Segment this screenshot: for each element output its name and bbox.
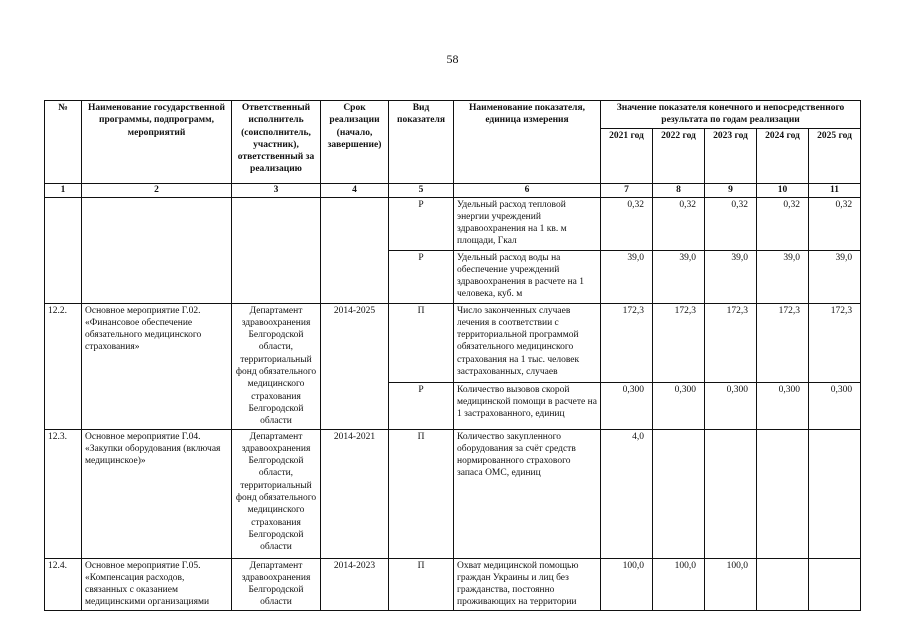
header-program: Наименование государственной программы, подпрограмм, мероприятий <box>82 101 232 184</box>
cell-value <box>809 558 861 610</box>
cell-value: 0,300 <box>601 382 653 429</box>
column-number: 3 <box>232 183 321 197</box>
cell-value: 39,0 <box>757 250 809 303</box>
cell-value: 0,32 <box>601 197 653 250</box>
cell-term: 2014-2021 <box>321 429 389 558</box>
cell-value <box>757 558 809 610</box>
cell-value: 172,3 <box>653 303 705 382</box>
column-number: 5 <box>389 183 454 197</box>
cell-indicator-name: Количество закупленного оборудования за счёт средств нормированного страхового запаса ОМС, единиц <box>454 429 601 558</box>
cell-indicator-name: Число законченных случаев лечения в соответствии с территориальной программой обязательного медицинского страхования на 1 тыс. человек застрахованных, случаев <box>454 303 601 382</box>
cell-no: 12.2. <box>45 303 82 429</box>
cell-value <box>809 429 861 558</box>
header-term: Срок реализации (начало, завершение) <box>321 101 389 184</box>
cell-value: 0,32 <box>705 197 757 250</box>
column-number: 7 <box>601 183 653 197</box>
header-indicator-type: Вид показателя <box>389 101 454 184</box>
cell-value: 100,0 <box>601 558 653 610</box>
program-indicators-table <box>44 100 861 611</box>
cell-program: Основное мероприятие Г.02. «Финансовое обеспечение обязательного медицинского страхования» <box>82 303 232 429</box>
cell-value: 39,0 <box>809 250 861 303</box>
cell-indicator-type: П <box>389 429 454 558</box>
header-year: 2021 год <box>601 128 653 183</box>
cell-value: 4,0 <box>601 429 653 558</box>
cell-program <box>82 197 232 303</box>
cell-term <box>321 197 389 303</box>
header-no: № <box>45 101 82 184</box>
cell-value: 0,300 <box>705 382 757 429</box>
cell-value: 39,0 <box>601 250 653 303</box>
column-number: 10 <box>757 183 809 197</box>
cell-value: 39,0 <box>653 250 705 303</box>
cell-value: 0,300 <box>653 382 705 429</box>
cell-value: 172,3 <box>809 303 861 382</box>
page-number: 58 <box>446 52 459 66</box>
cell-value: 0,32 <box>809 197 861 250</box>
header-values-group: Значение показателя конечного и непосредственного результата по годам реализации <box>601 101 861 129</box>
cell-program: Основное мероприятие Г.04. «Закупки оборудования (включая медицинское)» <box>82 429 232 558</box>
cell-executor <box>232 197 321 303</box>
cell-indicator-type: П <box>389 303 454 382</box>
column-number: 2 <box>82 183 232 197</box>
cell-value: 172,3 <box>705 303 757 382</box>
cell-value: 100,0 <box>653 558 705 610</box>
column-number: 9 <box>705 183 757 197</box>
column-number: 4 <box>321 183 389 197</box>
header-indicator-name: Наименование показателя, единица измерения <box>454 101 601 184</box>
cell-value: 172,3 <box>601 303 653 382</box>
cell-no <box>45 197 82 303</box>
cell-value: 0,32 <box>653 197 705 250</box>
header-executor: Ответственный исполнитель (соисполнитель, участник), ответственный за реализацию <box>232 101 321 184</box>
table-row <box>45 303 861 382</box>
header-year: 2024 год <box>757 128 809 183</box>
cell-term: 2014-2025 <box>321 303 389 429</box>
column-number: 1 <box>45 183 82 197</box>
cell-indicator-type: П <box>389 558 454 610</box>
table-row <box>45 197 861 250</box>
cell-indicator-name: Удельный расход тепловой энергии учреждений здравоохранения на 1 кв. м площади, Гкал <box>454 197 601 250</box>
cell-value: 0,300 <box>757 382 809 429</box>
cell-value <box>705 429 757 558</box>
cell-value: 172,3 <box>757 303 809 382</box>
cell-indicator-name: Количество вызовов скорой медицинской помощи в расчете на 1 застрахованного, единиц <box>454 382 601 429</box>
header-year: 2023 год <box>705 128 757 183</box>
cell-no: 12.3. <box>45 429 82 558</box>
cell-executor: Департамент здравоохранения Белгородской области <box>232 558 321 610</box>
header-year: 2025 год <box>809 128 861 183</box>
column-number: 11 <box>809 183 861 197</box>
cell-value: 100,0 <box>705 558 757 610</box>
table-header-row <box>45 101 861 129</box>
cell-indicator-type: Р <box>389 250 454 303</box>
column-number: 6 <box>454 183 601 197</box>
cell-executor: Департамент здравоохранения Белгородской области, территориальный фонд обязательного медицинского страхования Белгородской области <box>232 429 321 558</box>
column-number: 8 <box>653 183 705 197</box>
cell-indicator-type: Р <box>389 197 454 250</box>
table-row <box>45 558 861 610</box>
cell-value <box>757 429 809 558</box>
cell-executor: Департамент здравоохранения Белгородской области, территориальный фонд обязательного медицинского страхования Белгородской области <box>232 303 321 429</box>
cell-value: 39,0 <box>705 250 757 303</box>
cell-term: 2014-2023 <box>321 558 389 610</box>
cell-no: 12.4. <box>45 558 82 610</box>
cell-value: 0,32 <box>757 197 809 250</box>
table-row <box>45 429 861 558</box>
cell-indicator-name: Охват медицинской помощью граждан Украины и лиц без гражданства, постоянно проживающих на территории <box>454 558 601 610</box>
cell-indicator-name: Удельный расход воды на обеспечение учреждений здравоохранения в расчете на 1 человека, куб. м <box>454 250 601 303</box>
column-numbers-row <box>45 183 861 197</box>
cell-program: Основное мероприятие Г.05. «Компенсация расходов, связанных с оказанием медицинскими организациями <box>82 558 232 610</box>
header-year: 2022 год <box>653 128 705 183</box>
cell-value: 0,300 <box>809 382 861 429</box>
cell-value <box>653 429 705 558</box>
cell-indicator-type: Р <box>389 382 454 429</box>
